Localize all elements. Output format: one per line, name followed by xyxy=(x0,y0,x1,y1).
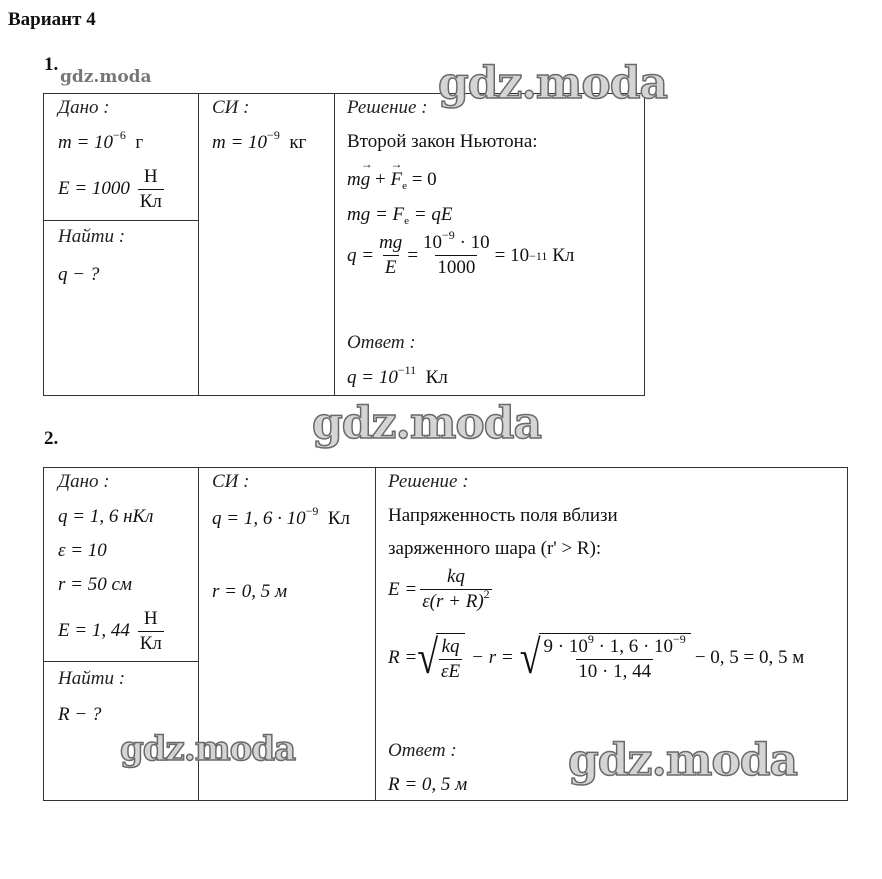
page-title: Вариант 4 xyxy=(8,9,96,30)
sqrt-symbol: √ $\frac{9 \cdot 10^9 \cdot 1, 6 \cdot 10^{-9}}{10 \cdot 1, 44}$ xyxy=(520,633,691,683)
watermark: gdz.moda xyxy=(120,729,296,769)
find-label: Найти : xyxy=(58,226,126,247)
solution-text: заряженного шара (r' > R): xyxy=(388,538,602,559)
equation-radius: R = √ $\frac{kq}{\varepsilon E}$ − r = √ $\frac{9 \cdot 10^9 \cdot 1, 6 \cdot 10^{-9}}{10 \cdot 1, 44}$ − 0, 5 = 0, 5 м xyxy=(388,631,805,685)
table-divider xyxy=(334,94,335,395)
unit-fraction: $\frac{Н}{Кл}$ xyxy=(139,166,162,212)
unit-fraction: $\frac{Н}{Кл}$ xyxy=(139,608,162,654)
watermark-small: gdz.moda xyxy=(60,67,152,87)
given-distance: r = 50 см xyxy=(58,574,133,595)
equation-vector: m→ g + → $F_e = 0$ xyxy=(347,169,437,191)
find-label: Найти : xyxy=(58,668,126,689)
find-value: q − ? xyxy=(58,264,100,285)
solution-label: Решение : xyxy=(347,97,428,118)
answer-value: R = 0, 5 м xyxy=(388,774,468,795)
equation-charge: q = $\frac{mg}{E}$ = $\frac{10^{-9} \cdot 10}{1000}$ = 10 −11 Кл xyxy=(347,228,575,278)
equation-scalar: mg = $F_e$ = qE xyxy=(347,204,453,227)
given-label: Дано : xyxy=(58,471,110,492)
problem1-table xyxy=(43,93,645,396)
find-value: R − ? xyxy=(58,704,102,725)
answer-value: $q = 10^{-11}$ Кл xyxy=(347,363,448,388)
watermark: gdz.moda xyxy=(312,398,542,449)
answer-label: Ответ : xyxy=(347,332,416,353)
given-charge: q = 1, 6 нКл xyxy=(58,506,154,527)
equation-field: E = $\frac{kq}{\varepsilon(r + R)^2}$ xyxy=(388,566,490,612)
problem1-number: 1. xyxy=(44,54,59,75)
given-permittivity: ε = 10 xyxy=(58,540,107,561)
given-field: E = 1000 $\frac{Н}{Кл}$ xyxy=(58,166,162,212)
si-label: СИ : xyxy=(212,471,250,492)
given-label: Дано : xyxy=(58,97,110,118)
table-divider xyxy=(44,661,198,662)
table-divider xyxy=(44,220,198,221)
watermark: gdz.moda xyxy=(438,58,668,109)
watermark: gdz.moda xyxy=(568,735,798,786)
sqrt-symbol: √ $\frac{kq}{\varepsilon E}$ xyxy=(417,633,465,683)
solution-text: Напряженность поля вблизи xyxy=(388,505,618,526)
solution-label: Решение : xyxy=(388,471,469,492)
si-distance: r = 0, 5 м xyxy=(212,581,288,602)
problem2-number: 2. xyxy=(44,428,59,449)
table-divider xyxy=(198,94,199,395)
given-field: E = 1, 44 $\frac{Н}{Кл}$ xyxy=(58,608,162,654)
si-label: СИ : xyxy=(212,97,250,118)
si-mass: $m = 10^{-9}$ кг xyxy=(212,128,307,153)
table-divider xyxy=(375,468,376,800)
given-mass: $m = 10^{-6}$ г xyxy=(58,128,144,153)
solution-text: Второй закон Ньютона: xyxy=(347,131,538,152)
answer-label: Ответ : xyxy=(388,740,457,761)
si-charge: q = 1, $6 \cdot 10^{-9}$ Кл xyxy=(212,504,351,529)
